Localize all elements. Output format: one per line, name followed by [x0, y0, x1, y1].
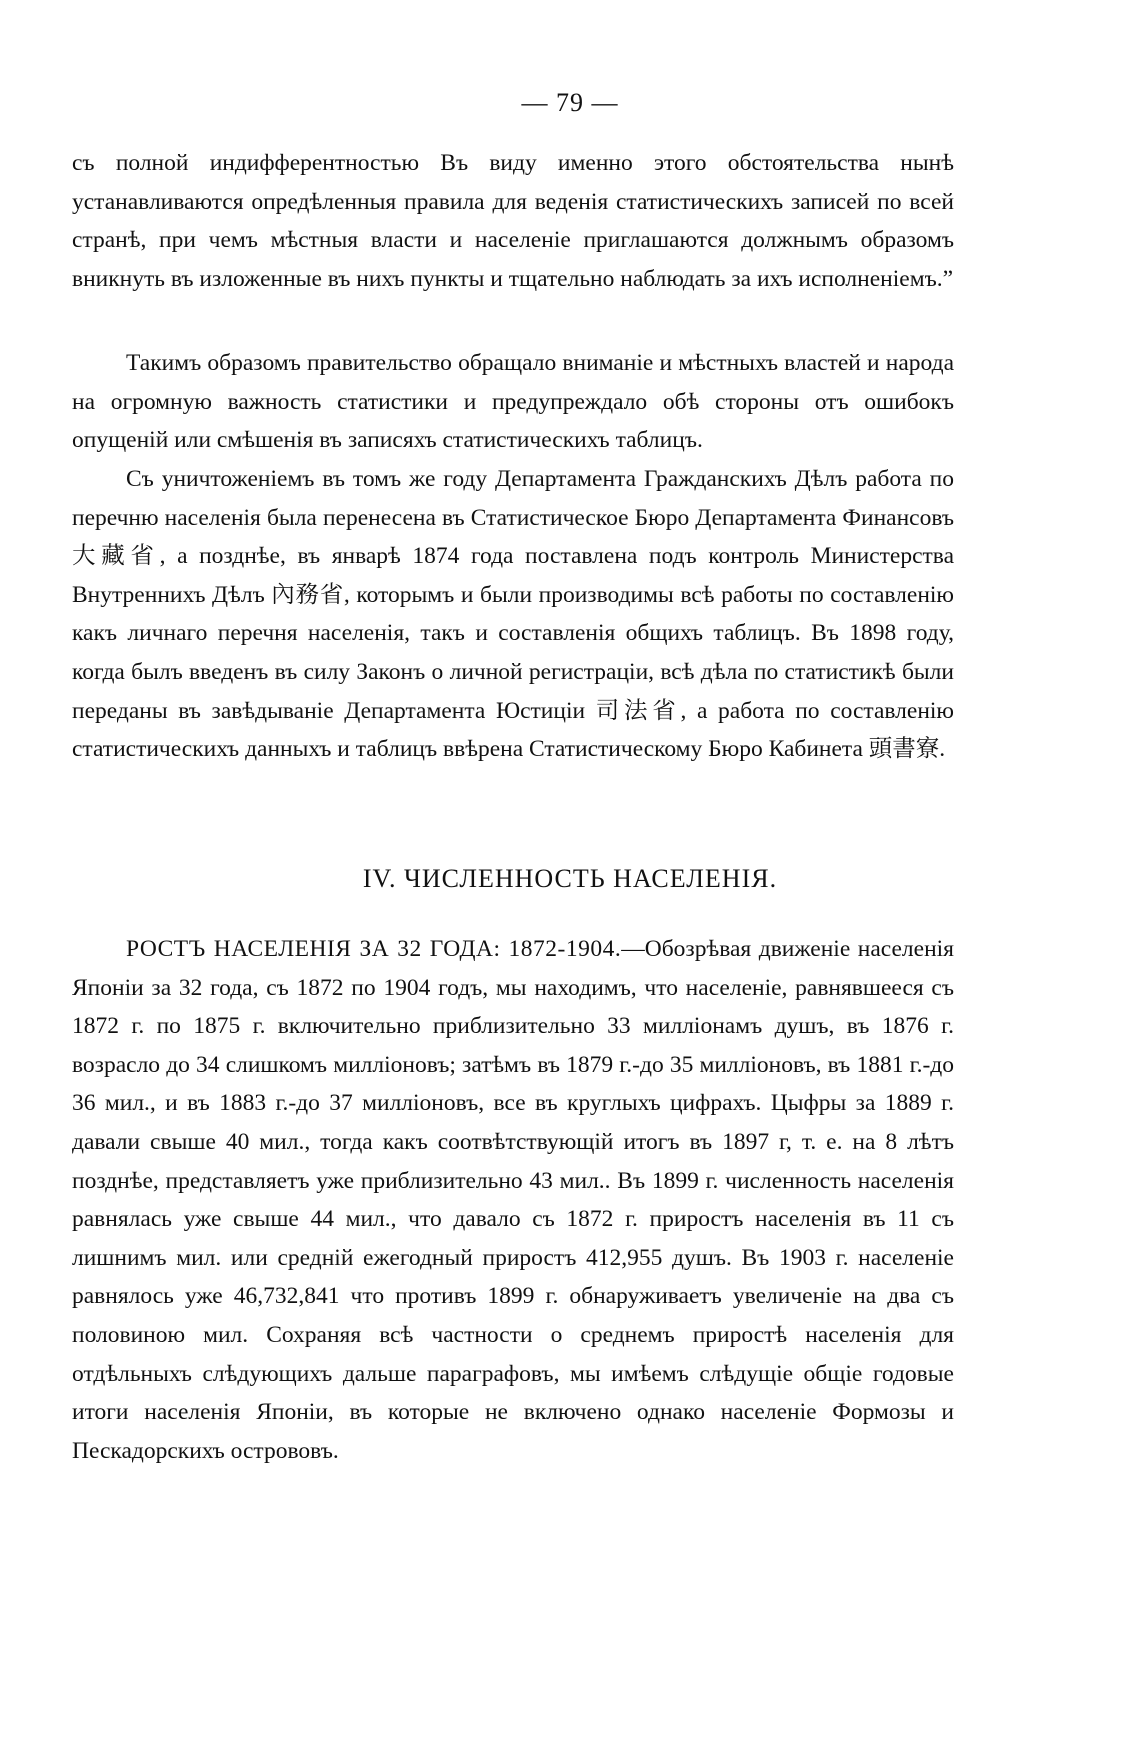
paragraph-population-growth [72, 930, 954, 1470]
paragraph-text: Такимъ образомъ правительство обращало вниманіе и мѣстныхъ властей и народа на огромную важность статистики и предупреждало обѣ стороны отъ ошибокъ опущеній или смѣшенія въ записяхъ статистическихъ таблицъ. [72, 350, 954, 454]
paragraph-text [72, 930, 954, 1470]
paragraph-statistics-importance [72, 344, 954, 460]
page-number: — 79 — [521, 88, 619, 117]
paragraph-text: Съ уничтоженіемъ въ томъ же году Департамента Гражданскихъ Дѣлъ работа по перечню населенія была перенесена въ Статистическое Бюро Департамента Финансовъ 大藏省, а позднѣе, въ январѣ 1874 года поставлена подъ контроль Министерства Внутреннихъ Дѣлъ 內務省, которымъ и были производимы всѣ работы по составленію какъ личнаго перечня населенія, такъ и составленія общихъ таблицъ. Въ 1898 году, когда былъ введенъ въ силу Законъ о личной регистраціи, всѣ дѣла по статистикѣ были переданы въ завѣдываніе Департамента Юстиціи 司法省, а работа по составленію статистическихъ данныхъ и таблицъ ввѣрена Статистическому Бюро Кабинета 頭書寮. [72, 466, 954, 763]
paragraph-continuation [72, 144, 954, 298]
paragraph-text: съ полной индифферентностью Въ виду именно этого обстоятельства нынѣ устанавливаются опредѣленныя правила для веденія статистическихъ записей по всей странѣ, при чемъ мѣстныя власти и населеніе приглашаются должнымъ образомъ вникнуть въ изложенные въ нихъ пункты и тщательно наблюдать за ихъ исполненіемъ.” [72, 150, 954, 292]
section-heading: IV. ЧИСЛЕННОСТЬ НАСЕЛЕНІЯ. [362, 864, 778, 893]
paragraph-body: —Обозрѣвая движеніе населенія Японіи за 32 года, съ 1872 по 1904 годъ, мы находимъ, что населеніе, равнявшееся съ 1872 г. по 1875 г. включительно приблизительно 33 милліонамъ душъ, въ 1876 г. возрасло до 34 слишкомъ милліоновъ; затѣмъ въ 1879 г.-до 35 милліоновъ, въ 1881 г.-до 36 мил., и въ 1883 г.-до 37 милліоновъ, все въ круглыхъ цифрахъ. Цыфры за 1889 г. давали свыше 40 мил., тогда какъ соотвѣтствующій итогъ въ 1897 г, т. е. на 8 лѣтъ позднѣе, представляетъ уже приблизительно 43 мил.. Въ 1899 г. численность населенія равнялась уже свыше 44 мил., что давало съ 1872 г. приростъ населенія въ 11 съ лишнимъ мил. или средній ежегодный приростъ 412,955 душъ. Въ 1903 г. населеніе равнялось уже 46,732,841 что противъ 1899 г. обнаруживаетъ увеличеніе на два съ половиною мил. Сохраняя всѣ частности о среднемъ приростѣ населенія для отдѣльныхъ слѣдующихъ дальше параграфовъ, мы имѣемъ слѣдущіе общіе годовые итоги населенія Японіи, въ которые не включено однако населеніе Формозы и Пескадорскихъ острововъ. [72, 936, 954, 1464]
paragraph-department-history [72, 460, 954, 769]
run-in-heading: РОСТЪ НАСЕЛЕНІЯ ЗА 32 ГОДА: 1872-1904. [126, 936, 622, 962]
